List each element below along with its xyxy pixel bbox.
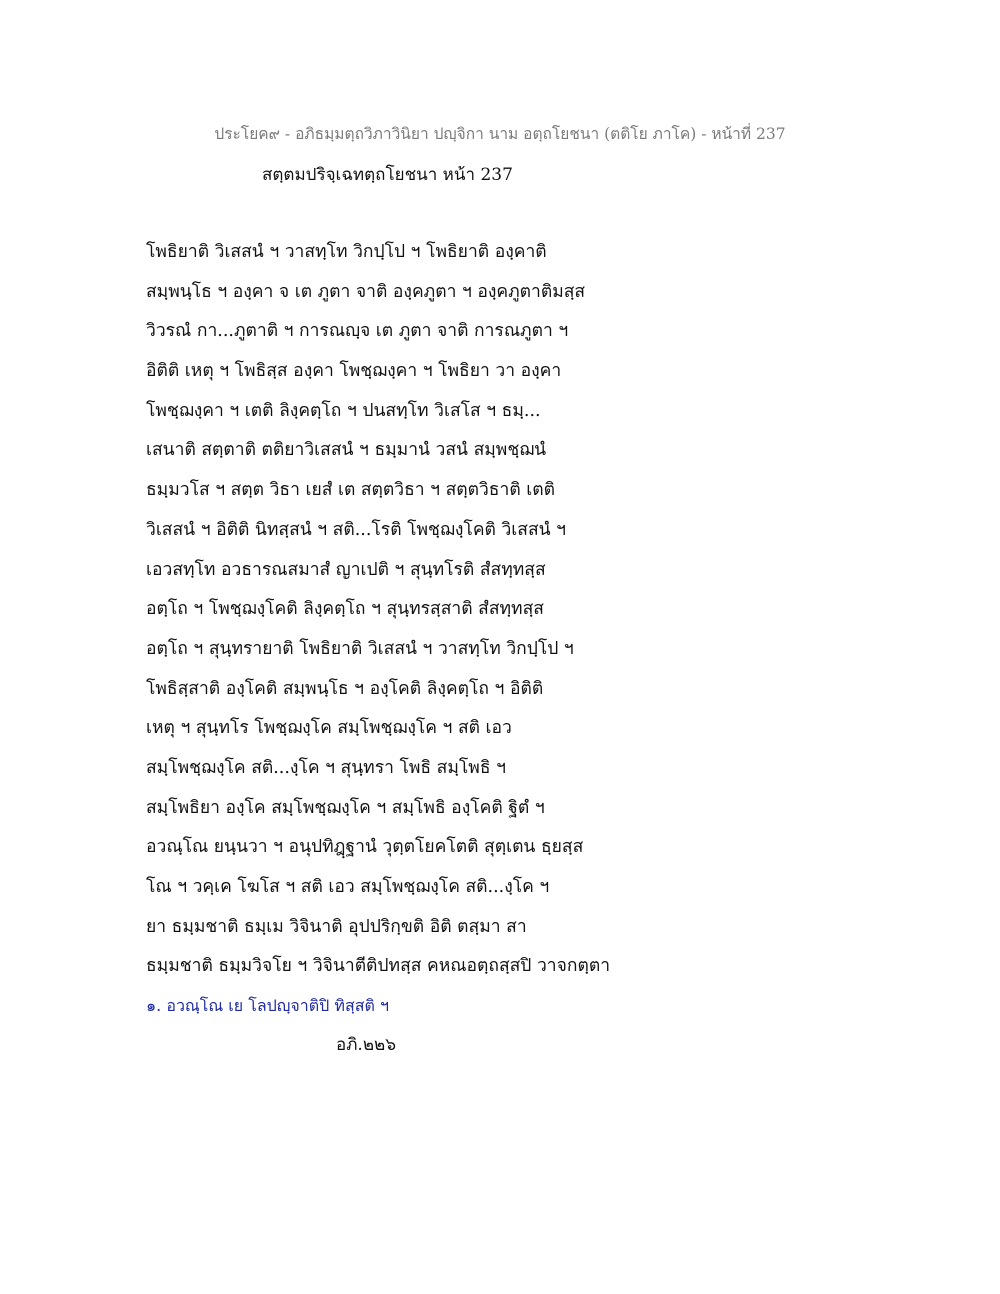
body-line: เหตุ ฯ สุนฺทโร โพชฺฌงฺโค สมฺโพชฺฌงฺโค ฯ สติ เอว	[146, 718, 512, 739]
body-line: โณ ฯ วคฺเค โฆโส ฯ สติ เอว สมฺโพชฺฌงฺโค สติ...งฺโค ฯ	[146, 877, 550, 897]
body-line: โพธิยาติ วิเสสนํ ฯ วาสทฺโท วิกปฺโป ฯ โพธิยาติ องฺคาติ	[146, 242, 547, 262]
body-line: โพชฺฌงฺคา ฯ เตติ ลิงฺคตฺโถ ฯ ปนสทฺโท วิเสโส ฯ ธมฺ...	[146, 400, 541, 421]
body-line: วิเสสนํ ฯ อิติติ นิทสฺสนํ ฯ สติ...โรติ โพชฺฌงฺโคติ วิเสสนํ ฯ	[146, 519, 566, 540]
footnote: ๑. อวณฺโณ เย โลปญฺจาติปิ ทิสฺสติ ฯ	[146, 996, 389, 1015]
body-line: ธมฺมชาติ ธมฺมวิจโย ฯ วิจินาตีติปทสฺส คหณอตฺถสฺสปิ วาจกตฺตา	[146, 956, 611, 977]
body-text	[146, 233, 686, 987]
body-line: อิติติ เหตุ ฯ โพธิสฺส องฺคา โพชฺฌงฺคา ฯ โพธิยา วา องฺคา	[146, 361, 562, 382]
body-line: เอวสทฺโท อวธารณสมาสํ ญาเปติ ฯ สุนฺทโรติ สํสทฺทสฺส	[146, 559, 546, 580]
chapter-header: สตฺตมปริจฺเฉทตฺถโยชนา หน้า 237	[262, 165, 513, 185]
body-line: ธมฺมวโส ฯ สตฺต วิธา เยสํ เต สตฺตวิธา ฯ สตฺตวิธาติ เตติ	[146, 480, 555, 501]
body-line: สมฺโพชฺฌงฺโค สติ...งฺโค ฯ สุนฺทรา โพธิ สมฺโพธิ ฯ	[146, 757, 506, 778]
page-reference: อภิ.๒๒๖	[336, 1035, 397, 1055]
body-line: โพธิสฺสาติ องฺโคติ สมฺพนฺโธ ฯ องฺโคติ ลิงฺคตฺโถ ฯ อิติติ	[146, 678, 544, 699]
body-line: วิวรณํ กา...ภูตาติ ฯ การณญฺจ เต ภูตา จาติ การณภูตา ฯ	[146, 321, 569, 342]
running-header: ประโยค๙ - อภิธมฺมตฺถวิภาวินิยา ปญฺจิกา นาม อตฺถโยชนา (ตติโย ภาโค) - หน้าที่ 237	[214, 125, 786, 143]
body-line: สมฺโพธิยา องฺโค สมฺโพชฺฌงฺโค ฯ สมฺโพธิ องฺโคติ ฐิตํ ฯ	[146, 797, 545, 818]
body-line: สมฺพนฺโธ ฯ องฺคา จ เต ภูตา จาติ องฺคภูตา ฯ องฺคภูตาติมสฺส	[146, 281, 586, 302]
body-line: เสนาติ สตฺตาติ ตติยาวิเสสนํ ฯ ธมฺมานํ วสนํ สมฺพชฺฌนํ	[146, 440, 547, 461]
body-line: อวณฺโณ ยนฺนวา ฯ อนุปทิฎฺฐานํ วุตฺตโยคโตติ สุตฺเตน ธฺยสฺส	[146, 837, 584, 858]
body-line: อตฺโถ ฯ โพชฺฌงฺโคติ ลิงฺคตฺโถ ฯ สุนฺทรสฺสาติ สํสทฺทสฺส	[146, 599, 544, 620]
body-line: ยา ธมฺมชาติ ธมฺเม วิจินาติ อุปปริกฺขติ อิติ ตสฺมา สา	[146, 916, 527, 937]
body-line: อตฺโถ ฯ สุนฺทรายาติ โพธิยาติ วิเสสนํ ฯ วาสทฺโท วิกปฺโป ฯ	[146, 638, 574, 659]
